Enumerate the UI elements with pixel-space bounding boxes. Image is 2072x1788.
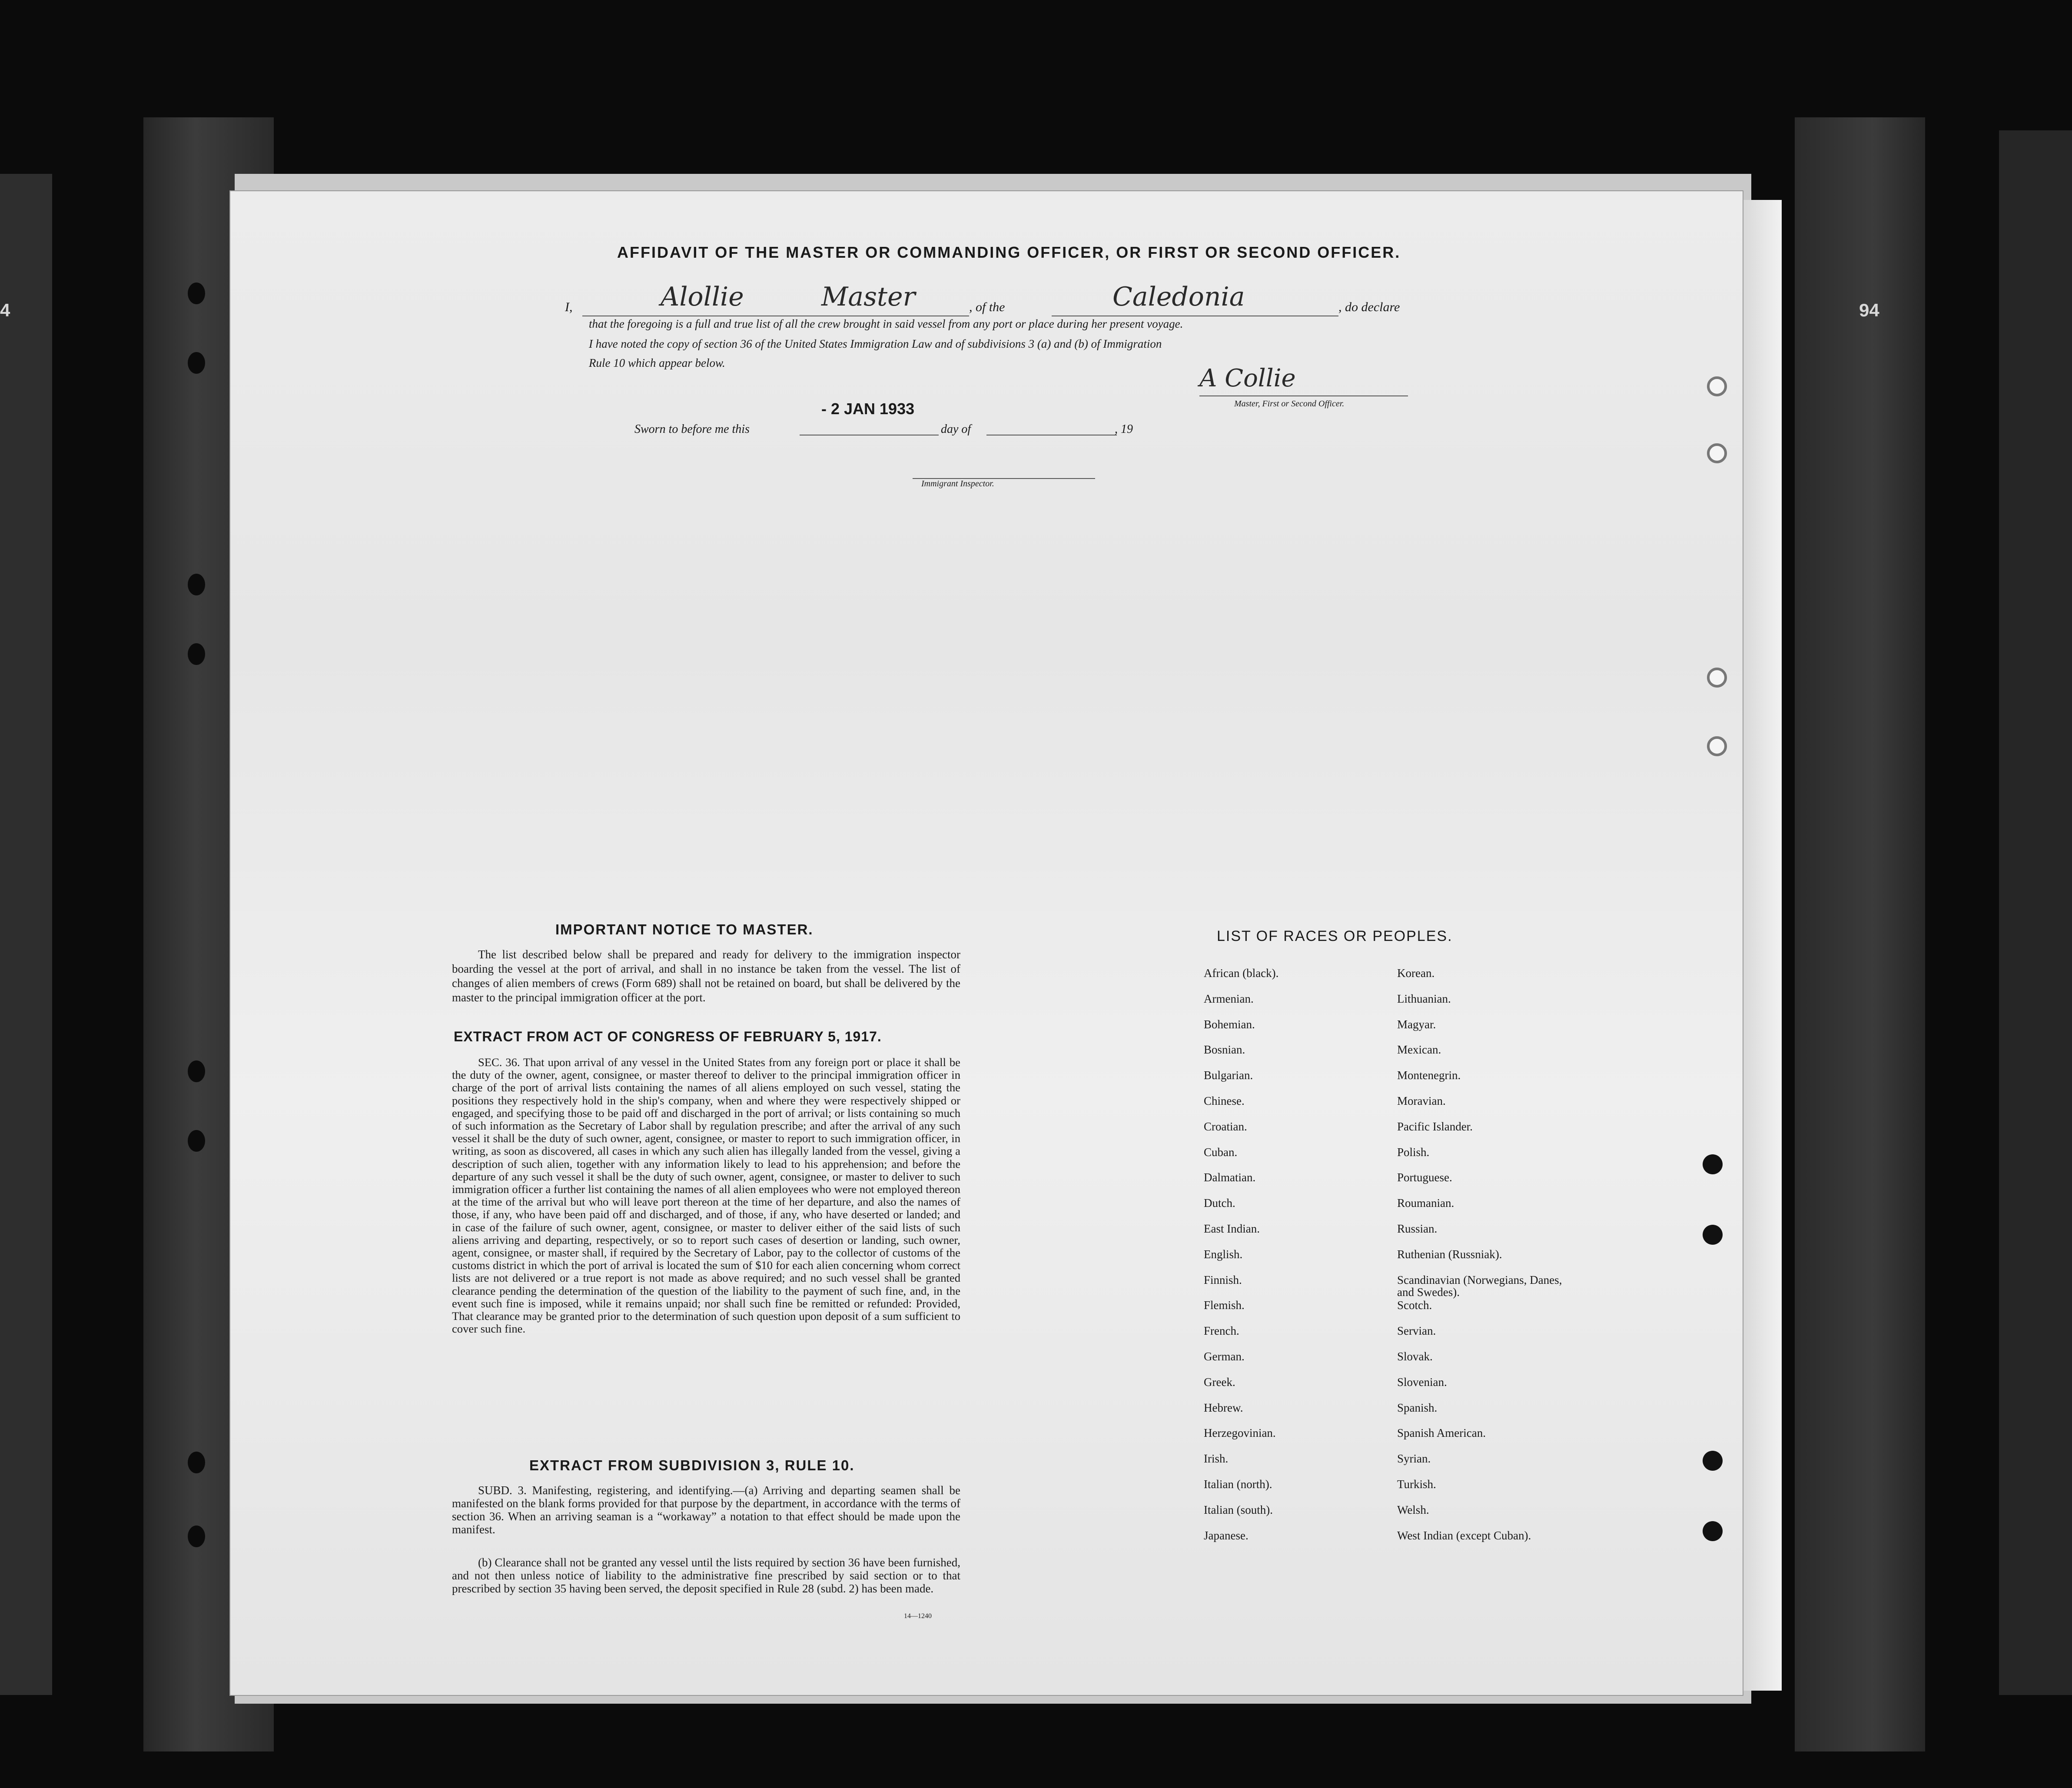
punched-hole: [1703, 1154, 1723, 1174]
punched-hole: [1707, 443, 1727, 463]
race-item: Montenegrin.: [1397, 1069, 1461, 1082]
race-item: Slovak.: [1397, 1349, 1433, 1363]
year-label: , 19: [1115, 422, 1133, 436]
binding-hole: [188, 1525, 205, 1547]
binding-hole: [188, 1130, 205, 1152]
binding-hole: [188, 1452, 205, 1473]
punched-hole: [1707, 376, 1727, 396]
race-item: West Indian (except Cuban).: [1397, 1529, 1531, 1542]
race-item: Servian.: [1397, 1324, 1436, 1338]
race-item: East Indian.: [1204, 1222, 1260, 1235]
affidavit-line-3: I have noted the copy of section 36 of the United States Immigration Law and of subdivisions 3 (a) and (b) of Immigration: [589, 337, 1162, 350]
race-item: Italian (north).: [1204, 1477, 1272, 1491]
scanner-edge-right: [1999, 130, 2072, 1695]
race-item: Italian (south).: [1204, 1503, 1273, 1516]
form-number: 14—1240: [904, 1612, 932, 1620]
punched-hole: [1703, 1521, 1723, 1541]
race-item: Dalmatian.: [1204, 1171, 1256, 1184]
race-item: French.: [1204, 1324, 1239, 1338]
affidavit-line-2: that the foregoing is a full and true list of all the crew brought in said vessel from any port or place during her present voyage.: [589, 317, 1183, 330]
film-strip-right: [1795, 117, 1925, 1751]
act-text: SEC. 36. That upon arrival of any vessel in the United States from any foreign port or place it shall be the duty of the owner, agent, consignee, or master thereof to deliver to the principal immigration officer in charge of the port of arrival lists containing the names of all aliens employed on such vessel, stating the positions they respectively hold in the ship's company, when and where they were respectively shipped or engaged, and specifying those to be paid off and discharged in the port of arrival; or lists containing so much of such information as the Secretary of Labor shall by regulation prescribe; and after the arrival of any such vessel it shall be the duty of such owner, agent, consignee, or master to report to such immigration officer, in writing, as soon as discovered, all cases in which any such alien has illegally landed from the vessel, giving a description of such alien, together with any information likely to lead to his apprehension; and before the departure of any such vessel it shall be the duty of such owner, agent, consignee, or master to deliver to such immigration officer a further list containing the names of all alien employees who were not employed thereon at the time of the arrival but who will leave port thereon at the time of her departure, and also the names of those, if any, who have been paid off and discharged, and of those, if any, who have deserted or landed; and in case of the failure of such owner, agent, consignee, or master to deliver either of the said lists of such aliens arriving and departing, respectively, or so to report such cases of desertion or landing, such owner, agent, consignee, or master shall, if required by the Secretary of Labor, pay to the collector of customs of the customs district in which the port of arrival is located the sum of $10 for each alien concerning whom correct lists are not delivered or a true report is not made as above required; and no such vessel shall be granted clearance pending the determination of the question of the liability to the payment of such fine, and, in the event such fine is imposed, while it remains unpaid; nor shall such fine be remitted or refunded: Provided, That clearance may be granted prior to the determination of such question upon deposit of a sum sufficient to cover such fine.: [452, 1056, 960, 1336]
scanner-edge-left: [0, 174, 52, 1695]
race-item: Bosnian.: [1204, 1043, 1245, 1057]
race-item: Japanese.: [1204, 1529, 1249, 1542]
punched-hole: [1703, 1225, 1723, 1245]
notice-text: The list described below shall be prepared and ready for delivery to the immigration inspector boarding the vessel at the port of arrival, and shall in no instance be taken from the vessel. The list of changes of alien members of crews (Form 689) shall not be retained on board, but shall be delivered by the master to the principal immigration officer at the port.: [452, 948, 960, 1004]
race-item: Moravian.: [1397, 1094, 1446, 1107]
act-title: EXTRACT FROM ACT OF CONGRESS OF FEBRUARY 5, 1917.: [454, 1029, 882, 1044]
race-item: Welsh.: [1397, 1503, 1429, 1516]
side-number-right: 94: [1859, 300, 1879, 320]
date-stamp: - 2 JAN 1933: [821, 400, 915, 418]
race-item: Irish.: [1204, 1452, 1229, 1466]
of-the-label: , of the: [969, 300, 1005, 314]
race-item: Chinese.: [1204, 1094, 1245, 1107]
race-item: Bohemian.: [1204, 1017, 1255, 1031]
binding-hole: [188, 1060, 205, 1082]
race-item: Polish.: [1397, 1145, 1430, 1159]
race-item: Ruthenian (Russniak).: [1397, 1247, 1502, 1261]
races-right-column: [1397, 967, 1571, 1555]
race-item: African (black).: [1204, 967, 1279, 980]
race-item: Portuguese.: [1397, 1171, 1452, 1184]
race-item: Dutch.: [1204, 1196, 1235, 1210]
do-declare-label: , do declare: [1338, 300, 1400, 314]
race-item: Greek.: [1204, 1375, 1235, 1389]
affidavit-line-4: Rule 10 which appear below.: [589, 356, 725, 369]
affidavit-prefix: I,: [565, 300, 573, 314]
side-number-left: 4: [0, 300, 10, 320]
race-item: Scandinavian (Norwegians, Danes, and Swedes).: [1397, 1273, 1562, 1299]
race-item: Lithuanian.: [1397, 992, 1451, 1005]
race-item: Croatian.: [1204, 1120, 1247, 1133]
race-item: English.: [1204, 1247, 1243, 1261]
binding-hole: [188, 352, 205, 374]
punched-hole: [1707, 668, 1727, 688]
race-item: Pacific Islander.: [1397, 1120, 1473, 1133]
signature-rule: [1199, 395, 1408, 396]
binding-hole: [188, 282, 205, 304]
races-title: LIST OF RACES OR PEOPLES.: [1217, 928, 1453, 944]
punched-hole: [1707, 736, 1727, 756]
rule-text-b: (b) Clearance shall not be granted any vessel until the lists required by section 36 have been furnished, and not then unless notice of liability to the administrative fine prescribed by said section or to that prescribed by section 35 having been served, the deposit specified in Rule 28 (subd. 2) has been made.: [452, 1556, 960, 1595]
race-item: Turkish.: [1397, 1477, 1436, 1491]
race-item: Slovenian.: [1397, 1375, 1447, 1389]
races-left-column: [1204, 967, 1278, 1555]
master-signature: A Collie: [1199, 364, 1296, 392]
race-item: Hebrew.: [1204, 1401, 1243, 1414]
sworn-text: Sworn to before me this: [634, 422, 750, 436]
race-item: Korean.: [1397, 967, 1435, 980]
race-item: Scotch.: [1397, 1299, 1432, 1312]
race-item: Russian.: [1397, 1222, 1438, 1235]
handwritten-rank: Master: [821, 282, 916, 312]
punched-hole: [1703, 1451, 1723, 1471]
handwritten-name: Alollie: [661, 282, 744, 312]
page-edge: [1743, 200, 1782, 1691]
inspector-caption: Immigrant Inspector.: [921, 479, 994, 489]
race-item: Syrian.: [1397, 1452, 1431, 1466]
race-item: Spanish.: [1397, 1401, 1438, 1414]
race-item: Mexican.: [1397, 1043, 1441, 1057]
binding-hole: [188, 574, 205, 595]
day-of-label: day of: [941, 422, 971, 436]
signature-caption: Master, First or Second Officer.: [1234, 399, 1345, 409]
rule-text-a: SUBD. 3. Manifesting, registering, and identifying.—(a) Arriving and departing seamen shall be manifested on the blank forms provided for that purpose by the department, in accordance with the terms of section 36. When an arriving seaman is a “workaway” a notation to that effect should be made upon the manifest.: [452, 1484, 960, 1536]
race-item: Magyar.: [1397, 1017, 1436, 1031]
rule-title: EXTRACT FROM SUBDIVISION 3, RULE 10.: [529, 1457, 855, 1473]
race-item: Finnish.: [1204, 1273, 1242, 1286]
handwritten-vessel: Caledonia: [1112, 282, 1245, 312]
affidavit-title: AFFIDAVIT OF THE MASTER OR COMMANDING OFFICER, OR FIRST OR SECOND OFFICER.: [617, 243, 1401, 261]
race-item: Armenian.: [1204, 992, 1254, 1005]
race-item: Bulgarian.: [1204, 1069, 1253, 1082]
race-item: Flemish.: [1204, 1299, 1245, 1312]
race-item: Cuban.: [1204, 1145, 1238, 1159]
race-item: Roumanian.: [1397, 1196, 1454, 1210]
race-item: German.: [1204, 1349, 1245, 1363]
race-item: Spanish American.: [1397, 1426, 1486, 1440]
race-item: Herzegovinian.: [1204, 1426, 1276, 1440]
binding-hole: [188, 643, 205, 665]
notice-title: IMPORTANT NOTICE TO MASTER.: [555, 921, 814, 937]
